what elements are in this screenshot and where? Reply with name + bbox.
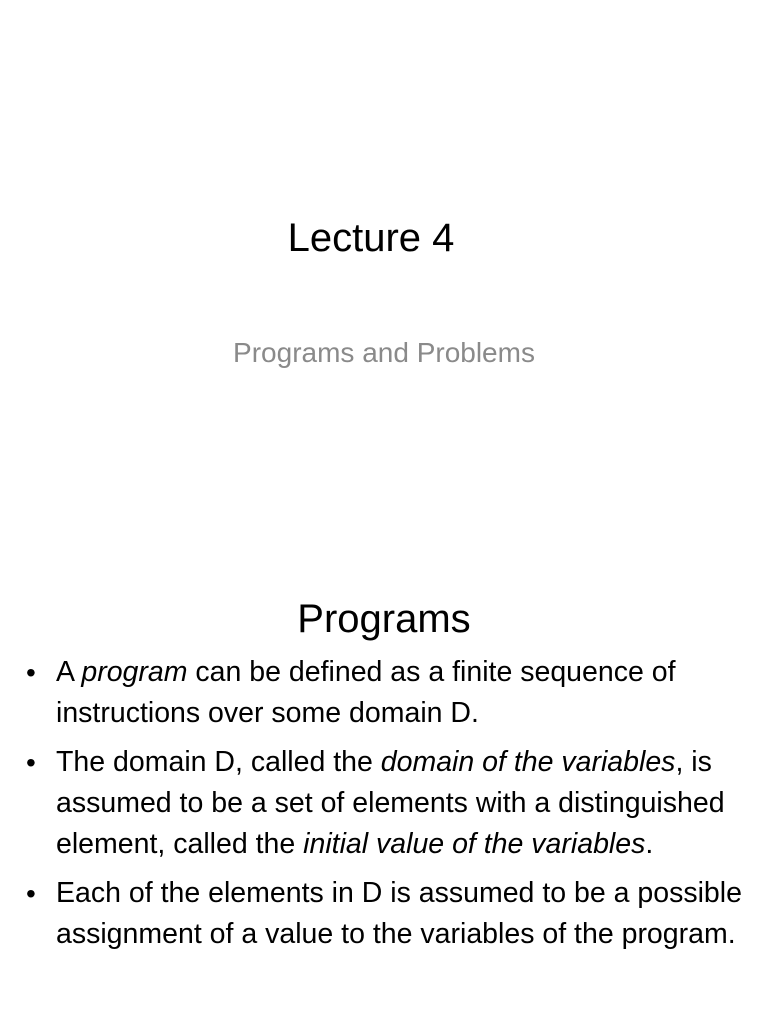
bullet-icon: •	[26, 657, 36, 688]
bullet-icon: •	[26, 747, 36, 778]
bullet-list	[0, 652, 768, 963]
bullet-text: Each of the elements in D is assumed to be a possible assignment of a value to the variables of the program.	[56, 877, 742, 950]
bullet-term-italic: initial value of the variables	[303, 828, 646, 860]
bullet-term-italic: domain of the variables	[380, 746, 676, 778]
bullet-text: The domain D, called the	[56, 746, 381, 778]
bullet-item-elements	[0, 873, 768, 955]
bullet-text: , is assumed to be a set of elements with a distinguished element, called the	[56, 746, 725, 860]
slide-title: Programs	[297, 597, 471, 641]
bullet-item-domain	[0, 742, 768, 865]
slide-programs	[0, 576, 768, 1024]
bullet-text: A	[56, 656, 82, 688]
lecture-subtitle: Programs and Problems	[233, 337, 535, 368]
bullet-icon: •	[26, 878, 36, 909]
bullet-text: .	[645, 828, 654, 860]
bullet-term-italic: program	[81, 656, 188, 688]
lecture-title: Lecture 4	[287, 216, 455, 260]
bullet-item-program-definition	[0, 652, 768, 734]
bullet-text: can be defined as a finite sequence of instructions over some domain D.	[56, 656, 676, 729]
